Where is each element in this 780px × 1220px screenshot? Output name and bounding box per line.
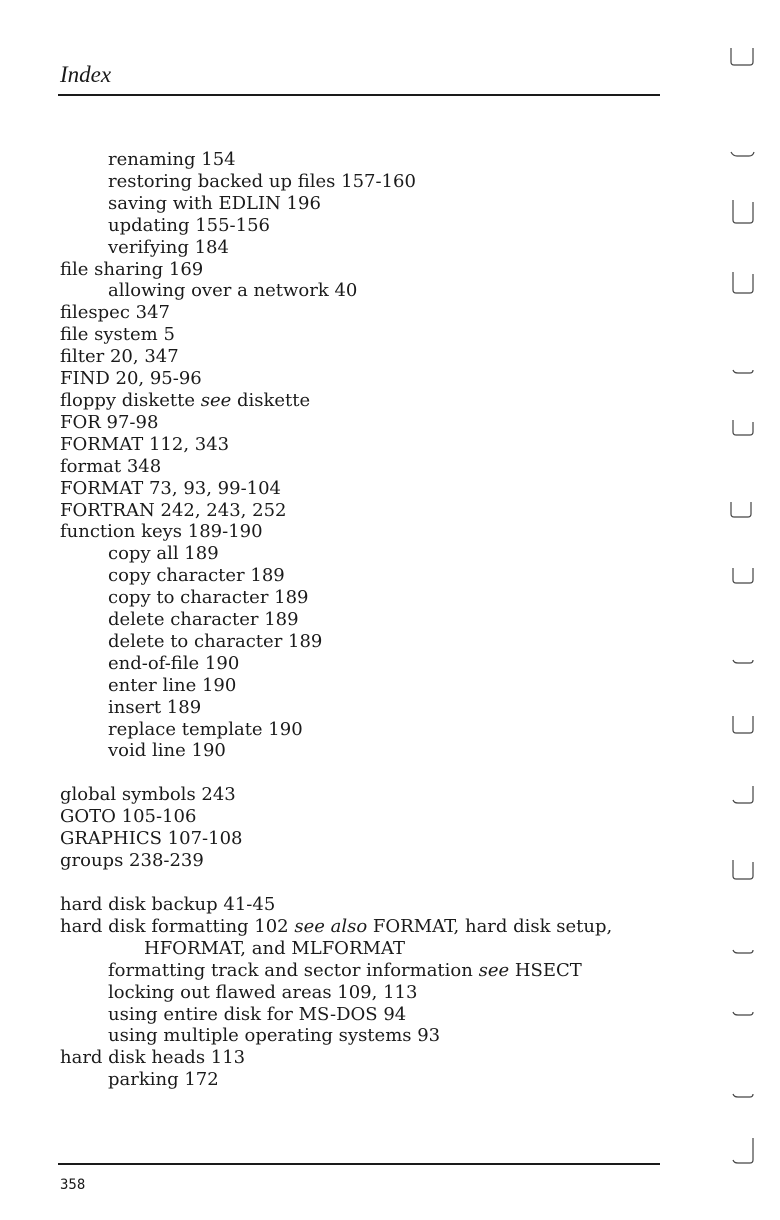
cross-reference-term: see — [200, 389, 232, 411]
index-subentry — [60, 960, 680, 982]
index-subentry: replace template 190 — [108, 718, 303, 740]
index-subentry: delete character 189 — [108, 609, 299, 631]
binding-hole-mark — [733, 950, 753, 953]
index-subentry: using entire disk for MS-DOS 94 — [108, 1003, 407, 1025]
entry-text: hard disk formatting 102 — [60, 915, 295, 937]
index-subentry: insert 189 — [108, 696, 202, 718]
index-entry: global symbols 243 — [60, 784, 236, 806]
binding-hole-marks — [715, 40, 775, 1180]
entry-text: HSECT — [509, 959, 582, 981]
index-subentry: updating 155-156 — [108, 214, 270, 236]
binding-hole-mark — [731, 48, 753, 65]
index-entry: file sharing 169 — [60, 258, 204, 280]
index-entry: filter 20, 347 — [60, 346, 179, 368]
index-entry: GOTO 105-106 — [60, 806, 197, 828]
binding-hole-mark — [733, 200, 753, 223]
index-entry-continuation: HFORMAT, and MLFORMAT — [144, 937, 405, 959]
index-entry: function keys 189-190 — [60, 521, 263, 543]
index-subentry: restoring backed up files 157-160 — [108, 170, 416, 192]
index-subentry: delete to character 189 — [108, 630, 323, 652]
index-entry: format 348 — [60, 455, 162, 477]
entry-text: formatting track and sector information — [108, 959, 479, 981]
index-subentry: void line 190 — [108, 740, 226, 762]
index-entry: FIND 20, 95-96 — [60, 368, 202, 390]
index-entry: groups 238-239 — [60, 850, 204, 872]
index-entry — [60, 916, 680, 938]
section-gap — [60, 872, 680, 894]
index-subentry: parking 172 — [108, 1069, 219, 1091]
index-subentry: copy all 189 — [108, 543, 219, 565]
index-entry: FOR 97-98 — [60, 411, 159, 433]
index-subentry: using multiple operating systems 93 — [108, 1025, 441, 1047]
binding-hole-mark — [733, 420, 753, 435]
section-gap — [60, 762, 680, 784]
footer-rule — [58, 1163, 660, 1165]
binding-hole-mark — [733, 716, 753, 733]
index-entry — [60, 390, 680, 412]
entry-text: floppy diskette — [60, 389, 201, 411]
index-subentry: copy character 189 — [108, 565, 285, 587]
index-entries — [60, 149, 680, 1091]
index-entry: hard disk heads 113 — [60, 1047, 246, 1069]
binding-hole-mark — [733, 272, 753, 293]
index-subentry: renaming 154 — [108, 149, 236, 170]
index-entry: GRAPHICS 107-108 — [60, 828, 243, 850]
entry-text: FORMAT, hard disk setup, — [367, 915, 613, 937]
binding-hole-mark — [731, 152, 754, 156]
index-subentry: enter line 190 — [108, 674, 237, 696]
binding-hole-mark — [733, 860, 753, 879]
page-number: 358 — [60, 1177, 86, 1193]
binding-hole-mark — [733, 1138, 753, 1163]
binding-hole-mark — [733, 786, 753, 803]
index-subentry: allowing over a network 40 — [108, 280, 358, 302]
cross-reference-term: see also — [294, 915, 368, 937]
index-subentry: verifying 184 — [108, 236, 229, 258]
header-rule — [58, 94, 660, 96]
index-entry: FORTRAN 242, 243, 252 — [60, 499, 287, 521]
index-entry: filespec 347 — [60, 302, 170, 324]
index-entry: file system 5 — [60, 324, 175, 346]
index-subentry: copy to character 189 — [108, 587, 309, 609]
cross-reference-term: see — [478, 959, 510, 981]
page-header-title: Index — [60, 62, 112, 87]
index-entry: hard disk backup 41-45 — [60, 894, 276, 915]
index-entry: FORMAT 112, 343 — [60, 433, 230, 455]
index-entry: FORMAT 73, 93, 99-104 — [60, 477, 282, 499]
entry-text: diskette — [231, 389, 311, 411]
index-subentry: end-of-file 190 — [108, 652, 240, 674]
binding-hole-mark — [733, 1094, 753, 1097]
binding-hole-mark — [733, 1012, 753, 1015]
binding-hole-mark — [731, 502, 751, 517]
binding-hole-mark — [733, 660, 753, 663]
index-subentry: locking out flawed areas 109, 113 — [108, 981, 418, 1003]
binding-hole-mark — [733, 370, 753, 373]
binding-hole-mark — [733, 568, 753, 583]
index-subentry: saving with EDLIN 196 — [108, 192, 321, 214]
